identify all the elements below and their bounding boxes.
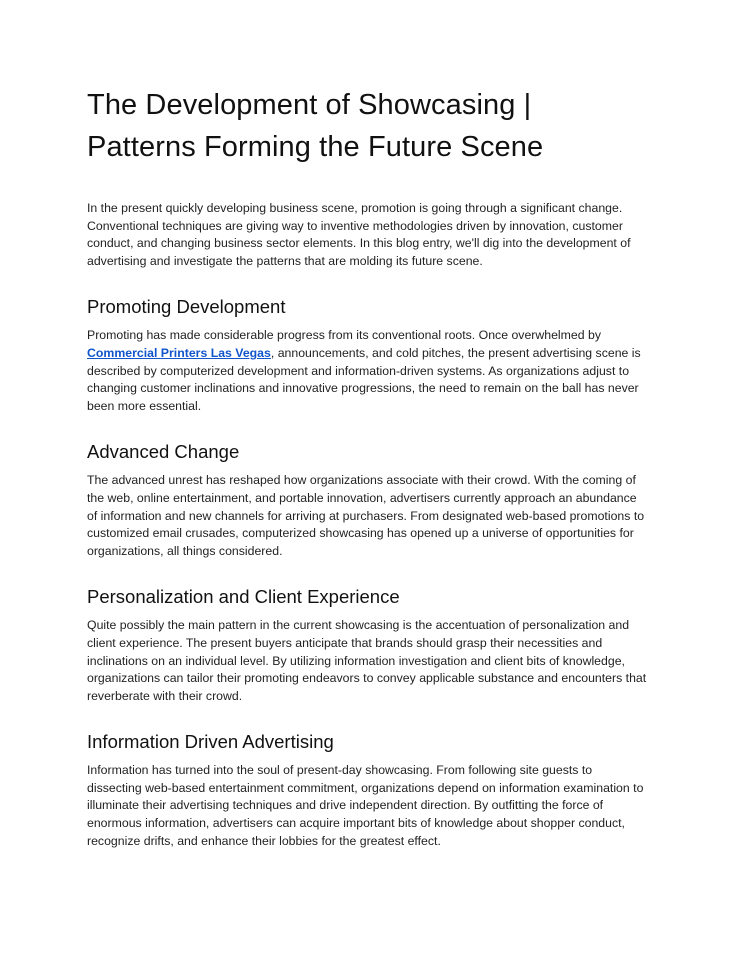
section-heading-information-driven: Information Driven Advertising bbox=[87, 731, 334, 753]
section-paragraph-advanced-change: The advanced unrest has reshaped how organizations associate with their crowd. With the coming of the web, online entertainment, and portable innovation, advertisers currently approach an abundance of information and new channels for arriving at purchasers. From designated web-based promotions to customized email crusades, computerized showcasing has opened up a universe of opportunities for organizations, all things considered. bbox=[87, 473, 645, 558]
section-heading-personalization: Personalization and Client Experience bbox=[87, 586, 400, 608]
document-page bbox=[87, 84, 647, 850]
section-heading-promoting-development: Promoting Development bbox=[87, 296, 286, 318]
paragraph-text: , announcements, and cold pitches, the present advertising scene is described by computerized development and information-driven systems. As organizations adjust to changing customer inclinations and innovative progressions, the need to remain on the ball has never been more essential. bbox=[87, 345, 641, 413]
page-title: The Development of Showcasing | Patterns Forming the Future Scene bbox=[87, 89, 544, 163]
paragraph-text: Promoting has made considerable progress from its conventional roots. Once overwhelmed by bbox=[87, 328, 601, 343]
section-heading-advanced-change: Advanced Change bbox=[87, 441, 240, 463]
section-paragraph-information-driven: Information has turned into the soul of present-day showcasing. From following site guests to dissecting web-based entertainment commitment, organizations depend on information examination to illuminate their advertising techniques and drive independent direction. By outfitting the force of enormous information, advertisers can acquire important bits of knowledge about shopper conduct, recognize drifts, and enhance their lobbies for the greatest effect. bbox=[87, 763, 644, 848]
intro-paragraph: In the present quickly developing business scene, promotion is going through a significant change. Conventional techniques are giving way to inventive methodologies driven by innovation, customer conduct, and changing business sector elements. In this blog entry, we'll dig into the development of advertising and investigate the patterns that are molding its future scene. bbox=[87, 201, 631, 268]
section-paragraph-promoting-development bbox=[87, 327, 647, 415]
commercial-printers-link[interactable]: Commercial Printers Las Vegas bbox=[87, 345, 271, 360]
section-paragraph-personalization: Quite possibly the main pattern in the current showcasing is the accentuation of personalization and client experience. The present buyers anticipate that brands should grasp their necessities and inclinations on an individual level. By utilizing information investigation and client bits of knowledge, organizations can tailor their promoting endeavors to convey applicable substance and encounters that reverberate with their crowd. bbox=[87, 618, 647, 703]
